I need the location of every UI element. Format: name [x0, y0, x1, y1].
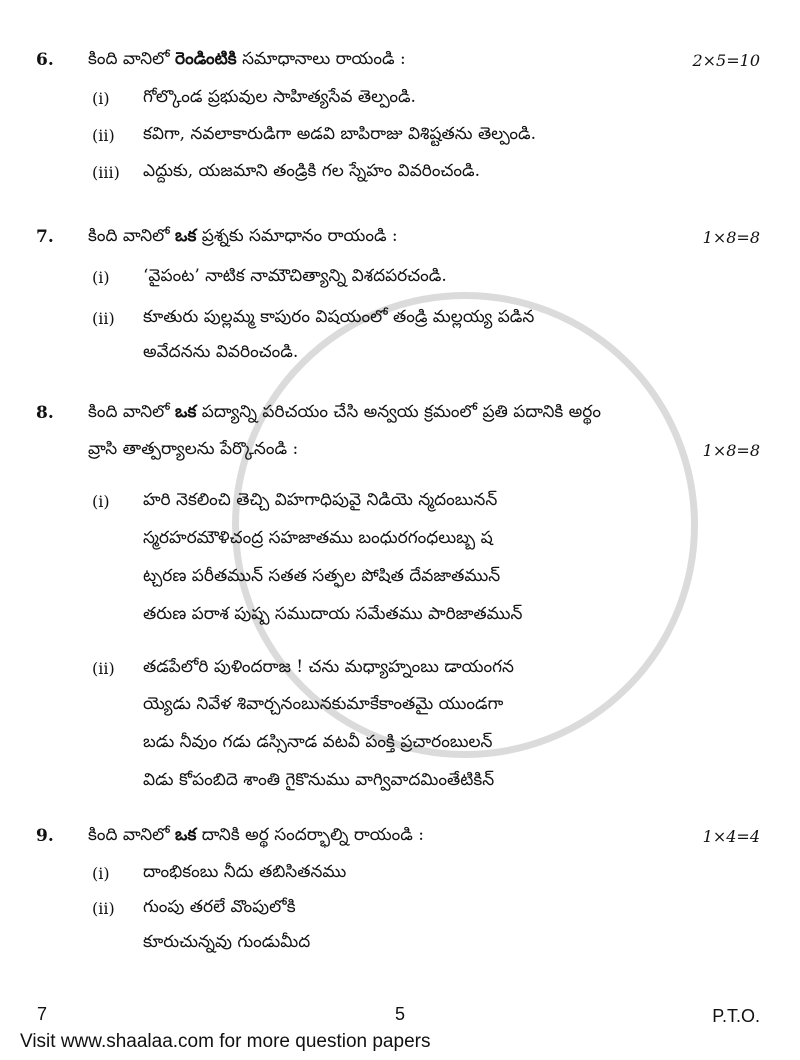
item-label: (i): [92, 89, 110, 108]
page-number: 5: [395, 1004, 406, 1024]
item-label: (ii): [92, 899, 115, 918]
question-number: 8.: [36, 403, 54, 423]
visit-link[interactable]: Visit www.shaalaa.com for more question papers: [20, 1031, 431, 1052]
item-label: (ii): [92, 126, 115, 145]
item-text: కూతురు పుల్లమ్మ కాపురం విషయంలో తండ్రి మల్లయ్య పడిన: [143, 307, 535, 327]
paper-code: 7: [37, 1004, 48, 1024]
question-text-continued: వ్రాసి తాత్పర్యాలను పేర్కొనండి :: [88, 439, 299, 459]
question-text: కింది వానిలో ఒక దానికి అర్థ సందర్భాల్ని రాయండి :: [88, 825, 424, 845]
item-text: గోల్కొండ ప్రభువుల సాహిత్యసేవ తెల్పండి.: [143, 87, 416, 107]
poem-line: విడు కోపంబిదె శాంతి గైకొనుము వాగ్వివాదమింతేటికిన్: [143, 770, 495, 790]
question-text: కింది వానిలో ఒక పద్యాన్ని పరిచయం చేసి అన్వయ క్రమంలో ప్రతి పదానికి అర్థం: [88, 402, 601, 422]
item-text: ‘వైపంట’ నాటిక నామౌచిత్యాన్ని విశదపరచండి.: [143, 266, 447, 286]
poem-line: య్యెడు నివేళ శివార్చనంబునకుమాకేకాంతమై యుండగా: [143, 694, 504, 714]
poem-line: స్మరహరమౌళిచంద్ర సహజాతము బంధురగంధలుబ్బ ష: [143, 528, 493, 548]
question-text: కింది వానిలో రెండింటికి సమాధానాలు రాయండి :: [88, 49, 406, 69]
poem-line: ట్చరణ పరీతమున్ సతత సత్ఫల పోషిత దేవజాతమున్: [143, 566, 501, 586]
poem-line: తడపేలోరి పుళిందరాజ ! చను మధ్యాహ్నంబు డాయంగన: [143, 657, 514, 677]
item-label: (ii): [92, 309, 115, 328]
item-label: (ii): [92, 659, 115, 678]
question-text: కింది వానిలో ఒక ప్రశ్నకు సమాధానం రాయండి :: [88, 226, 398, 246]
question-number: 7.: [36, 227, 54, 247]
question-marks: 1×8=8: [702, 228, 760, 247]
item-text: గుంపు తరలే వొంపులోకి: [143, 897, 296, 917]
item-text: అవేదనను వివరించండి.: [143, 342, 299, 362]
question-marks: 1×8=8: [702, 441, 760, 460]
item-label: (i): [92, 492, 110, 511]
item-text: దాంభికంబు నీదు తబిసితనము: [143, 862, 347, 882]
question-number: 6.: [36, 50, 54, 70]
item-text: కవిగా, నవలాకారుడిగా అడవి బాపిరాజు విశిష్టతను తెల్పండి.: [143, 124, 536, 144]
item-label: (i): [92, 864, 110, 883]
item-text: ఎద్దుకు, యజమాని తండ్రికి గల స్నేహం వివరించండి.: [143, 161, 481, 181]
question-marks: 2×5=10: [692, 51, 760, 70]
poem-line: తరుణ పరాశ పుష్ప సముదాయ సమేతము పారిజాతమున్: [143, 604, 523, 624]
item-text: కూరుచున్నవు గుండుమీద: [143, 932, 311, 952]
question-marks: 1×4=4: [702, 827, 760, 846]
item-label: (i): [92, 268, 110, 287]
watermark-circle: [232, 292, 698, 758]
question-number: 9.: [36, 826, 54, 846]
poem-line: హరి నెకలించి తెచ్చి విహగాధిపువై నిడియె న్మదంబునన్: [143, 490, 498, 510]
item-label: (iii): [92, 163, 120, 182]
pto-label: P.T.O.: [712, 1006, 760, 1026]
poem-line: బడు నీవుం గడు డస్సినాడ వటవీ పంక్తి ప్రచారంబులన్: [143, 732, 493, 752]
